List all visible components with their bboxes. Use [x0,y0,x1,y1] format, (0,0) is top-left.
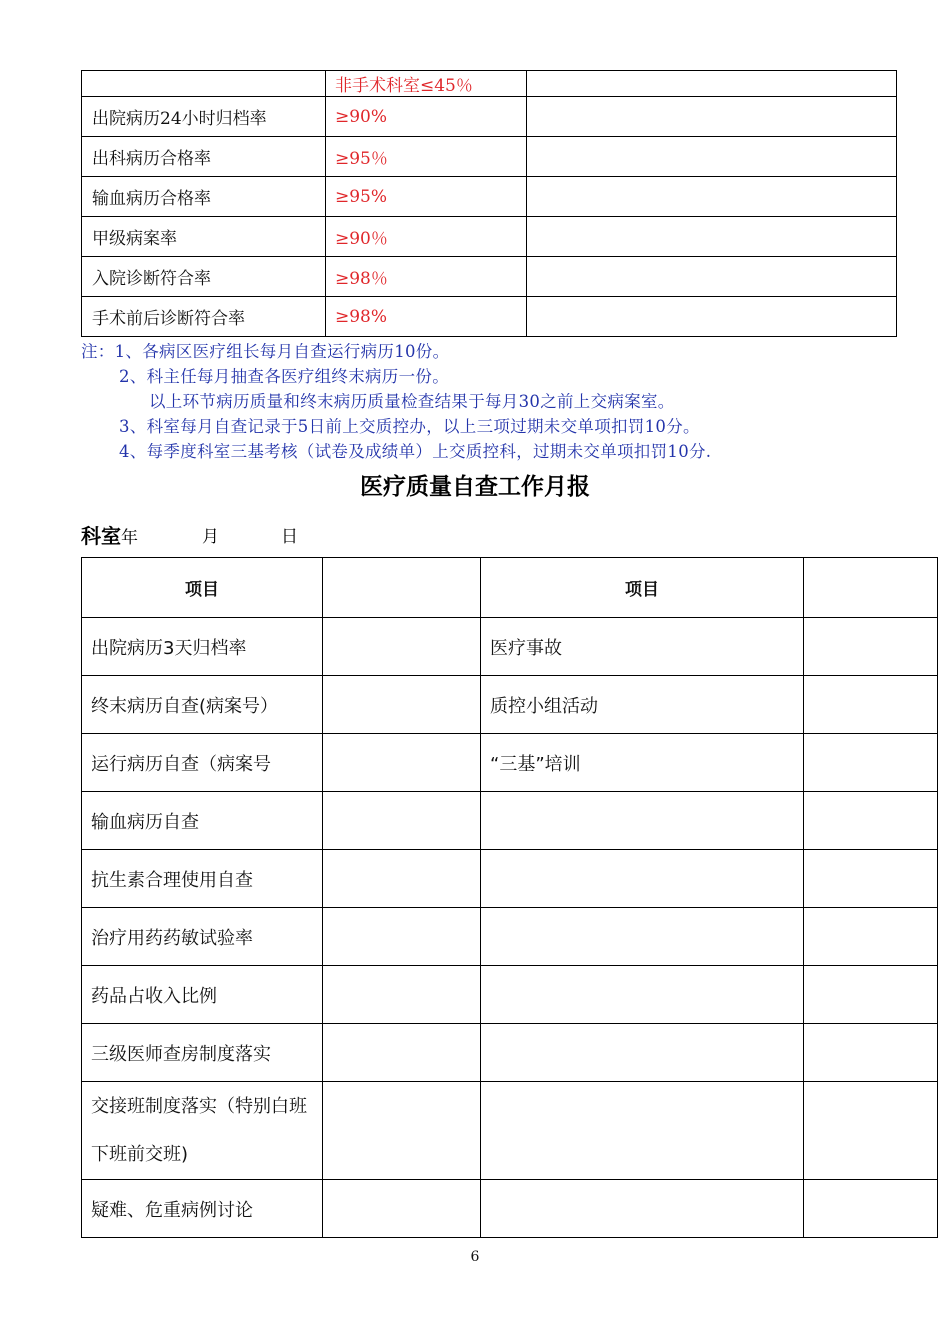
indicator-target: 非手术科室≤45％ [326,71,527,97]
value-left-cell[interactable] [323,734,481,792]
table-row [82,137,897,177]
value-right-cell[interactable] [804,908,938,966]
table-row [82,257,897,297]
indicator-target: ≥95％ [326,137,527,177]
table-row [82,676,938,734]
table-row [82,792,938,850]
header-item-left: 项目 [82,558,323,618]
item-left: 抗生素合理使用自查 [82,850,323,908]
table-row [82,1024,938,1082]
table-row [82,217,897,257]
value-left-cell[interactable] [323,966,481,1024]
item-right [481,1024,804,1082]
indicator-label: 输血病历合格率 [82,177,326,217]
item-right [481,792,804,850]
indicator-notes [527,257,897,297]
note-2: 2、科主任每月抽查各医疗组终末病历一份。 [119,367,449,386]
indicator-target: ≥98% [326,297,527,337]
item-right [481,966,804,1024]
monthly-report-table [81,557,938,1238]
table-row [82,97,897,137]
indicator-label: 入院诊断符合率 [82,257,326,297]
day-label: 日 [281,527,298,547]
indicator-target: ≥90％ [326,217,527,257]
page-number: 6 [470,1249,480,1265]
value-left-cell[interactable] [323,1024,481,1082]
indicator-notes [527,177,897,217]
table-row [82,177,897,217]
note-4: 4、每季度科室三基考核（试卷及成绩单）上交质控科，过期未交单项扣罚10分. [119,442,712,461]
value-right-cell[interactable] [804,850,938,908]
value-left-cell[interactable] [323,908,481,966]
item-right [481,1180,804,1238]
indicator-notes [527,297,897,337]
indicator-notes [527,97,897,137]
value-right-cell[interactable] [804,734,938,792]
month-label: 月 [202,527,219,547]
indicator-notes [527,71,897,97]
value-right-cell[interactable] [804,792,938,850]
quality-indicator-table [81,70,897,337]
value-right-cell[interactable] [804,1180,938,1238]
value-right-cell[interactable] [804,676,938,734]
year-label: 年 [121,528,138,548]
item-right [481,850,804,908]
indicator-label: 甲级病案率 [82,217,326,257]
header-value-left [323,558,481,618]
value-right-cell[interactable] [804,966,938,1024]
item-left: 治疗用药药敏试验率 [82,908,323,966]
indicator-target: ≥95% [326,177,527,217]
dept-label: 科室 [81,524,121,548]
header-value-right [804,558,938,618]
header-item-right: 项目 [481,558,804,618]
value-left-cell[interactable] [323,792,481,850]
report-title: 医疗质量自查工作月报 [360,474,590,500]
table-row [82,850,938,908]
value-left-cell[interactable] [323,850,481,908]
value-left-cell[interactable] [323,676,481,734]
item-left: 药品占收入比例 [82,966,323,1024]
indicator-target: ≥90% [326,97,527,137]
table-row [82,966,938,1024]
note-1: 注：1、各病区医疗组长每月自查运行病历10份。 [81,342,450,361]
item-left: 三级医师查房制度落实 [82,1024,323,1082]
table-row [82,71,897,97]
value-left-cell[interactable] [323,1180,481,1238]
indicator-label [82,71,326,97]
indicator-label: 出院病历24小时归档率 [82,97,326,137]
dept-date-line [81,520,298,549]
indicator-label: 手术前后诊断符合率 [82,297,326,337]
item-right [481,908,804,966]
table-row [82,1082,938,1180]
note-3: 3、科室每月自查记录于5日前上交质控办，以上三项过期未交单项扣罚10分。 [119,417,700,436]
indicator-label: 出科病历合格率 [82,137,326,177]
table-header-row [82,558,938,618]
value-left-cell[interactable] [323,1082,481,1180]
indicator-target: ≥98％ [326,257,527,297]
table-row [82,618,938,676]
item-left: 输血病历自查 [82,792,323,850]
value-left-cell[interactable] [323,618,481,676]
item-left: 出院病历3天归档率 [82,618,323,676]
table-row [82,734,938,792]
value-right-cell[interactable] [804,1024,938,1082]
item-left: 交接班制度落实（特别白班下班前交班) [82,1082,323,1180]
value-right-cell[interactable] [804,1082,938,1180]
table-row [82,297,897,337]
item-left: 运行病历自查（病案号 [82,734,323,792]
item-right [481,1082,804,1180]
table-row [82,908,938,966]
note-2-continued: 以上环节病历质量和终末病历质量检查结果于每月30之前上交病案室。 [149,392,675,411]
value-right-cell[interactable] [804,618,938,676]
item-left: 终末病历自查(病案号） [82,676,323,734]
item-left: 疑难、危重病例讨论 [82,1180,323,1238]
item-right: 医疗事故 [481,618,804,676]
indicator-notes [527,217,897,257]
item-right: 质控小组活动 [481,676,804,734]
item-right: “三基”培训 [481,734,804,792]
table-row [82,1180,938,1238]
indicator-notes [527,137,897,177]
